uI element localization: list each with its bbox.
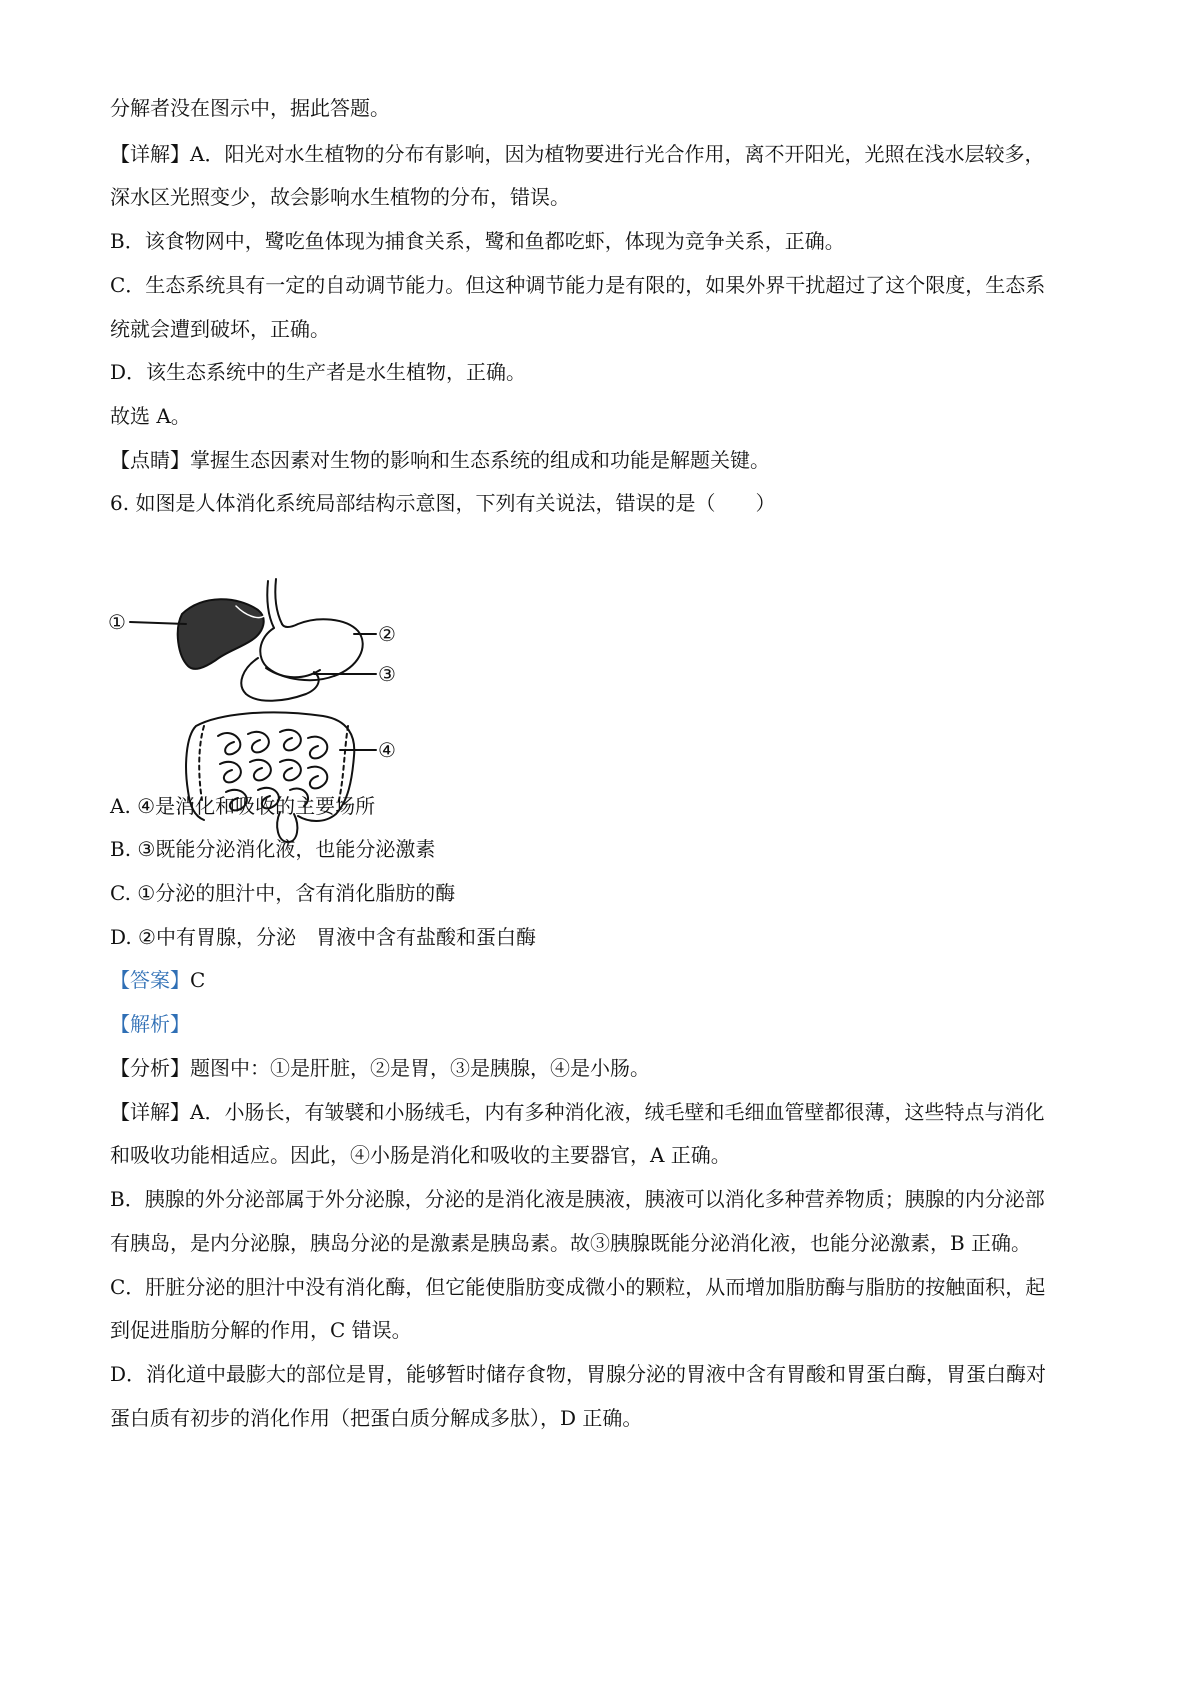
answer-value: C: [190, 968, 206, 992]
detail-a-line1: 【详解】A．阳光对水生植物的分布有影响，因为植物要进行光合作用，离不开阳光，光照在浅水层较多，: [110, 142, 1045, 166]
explain-a-line1: 【详解】A．小肠长，有皱襞和小肠绒毛，内有多种消化液，绒毛壁和毛细血管壁都很薄，这些特点与消化: [110, 1100, 1045, 1124]
option-a: A. ④是消化和吸收的主要场所: [110, 794, 376, 818]
liver-outline: [178, 599, 264, 669]
answer-tag: 【答案】: [110, 968, 190, 992]
detail-a-line2: 深水区光照变少，故会影响水生植物的分布，错误。: [110, 185, 570, 209]
figure-label-3: ③: [378, 662, 396, 686]
explain-d-line2: 蛋白质有初步的消化作用（把蛋白质分解成多肽），D 正确。: [110, 1406, 643, 1430]
figure-label-4: ④: [378, 738, 396, 762]
leader-line-1: [130, 622, 186, 624]
detail-d: D．该生态系统中的生产者是水生植物，正确。: [110, 360, 527, 384]
stomach-outline: [260, 619, 362, 680]
choice-statement: 故选 A。: [110, 404, 191, 428]
esophagus-outline: [267, 581, 274, 628]
explain-b-line2: 有胰岛，是内分泌腺，胰岛分泌的是激素是胰岛素。故③胰腺既能分泌消化液，也能分泌激素，B 正确。: [110, 1231, 1032, 1255]
analysis-tag: 【解析】: [110, 1012, 190, 1036]
detail-b: B．该食物网中，鹭吃鱼体现为捕食关系，鹭和鱼都吃虾，体现为竞争关系，正确。: [110, 229, 845, 253]
figure-label-2: ②: [378, 622, 396, 646]
figure-label-1: ①: [108, 610, 126, 634]
explain-c-line2: 到促进脂肪分解的作用，C 错误。: [110, 1318, 412, 1342]
analysis-text: 【分析】题图中：①是肝脏，②是胃，③是胰腺，④是小肠。: [110, 1056, 650, 1080]
explain-d-line1: D．消化道中最膨大的部位是胃，能够暂时储存食物，胃腺分泌的胃液中含有胃酸和胃蛋白酶，胃蛋白酶对: [110, 1362, 1047, 1386]
explain-b-line1: B．胰腺的外分泌部属于外分泌腺，分泌的是消化液是胰液，胰液可以消化多种营养物质；胰腺的内分泌部: [110, 1187, 1045, 1211]
explain-a-line2: 和吸收功能相适应。因此，④小肠是消化和吸收的主要器官，A 正确。: [110, 1143, 731, 1167]
key-point: 【点睛】掌握生态因素对生物的影响和生态系统的组成和功能是解题关键。: [110, 448, 770, 472]
detail-c-line1: C．生态系统具有一定的自动调节能力。但这种调节能力是有限的，如果外界干扰超过了这个限度，生态系: [110, 273, 1046, 297]
answer-line: [110, 966, 1100, 994]
option-b: B. ③既能分泌消化液，也能分泌激素: [110, 837, 436, 861]
option-d: D. ②中有胃腺，分泌 胃液中含有盐酸和蛋白酶: [110, 925, 536, 949]
explain-c-line1: C．肝脏分泌的胆汁中没有消化酶，但它能使脂肪变成微小的颗粒，从而增加脂肪酶与脂肪的按触面积，起: [110, 1275, 1046, 1299]
detail-c-line2: 统就会遭到破坏，正确。: [110, 317, 330, 341]
question-stem: 6. 如图是人体消化系统局部结构示意图，下列有关说法，错误的是（ ）: [110, 491, 776, 515]
option-c: C. ①分泌的胆汁中，含有消化脂肪的酶: [110, 881, 456, 905]
paragraph-intro: 分解者没在图示中，据此答题。: [110, 96, 390, 120]
